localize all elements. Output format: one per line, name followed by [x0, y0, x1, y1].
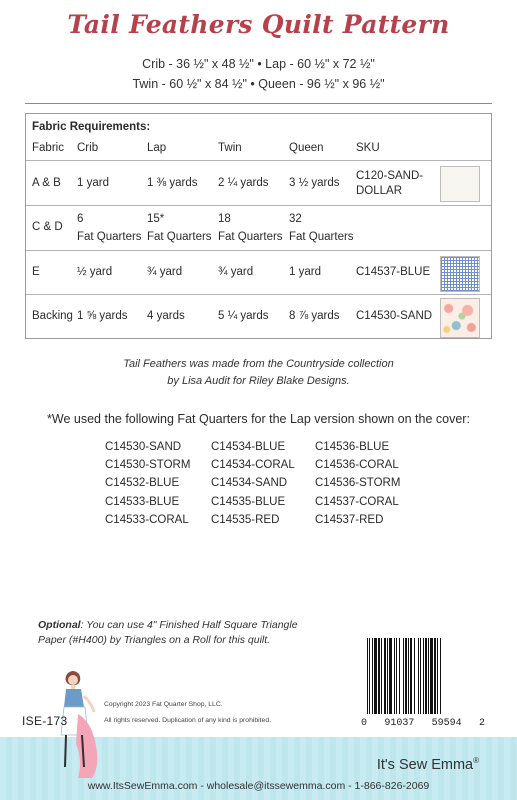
- list-item: C14533-BLUE: [105, 495, 180, 508]
- barcode-digit: 2: [478, 718, 485, 729]
- barcode-digits: [361, 718, 485, 729]
- list-item: C14537-CORAL: [315, 495, 399, 508]
- barcode-digit: 59594: [431, 718, 462, 729]
- barcode-bar: [440, 638, 441, 714]
- pattern-title: Tail Feathers Quilt Pattern: [67, 10, 450, 39]
- sku-cell: C120-SAND-: [356, 170, 424, 182]
- barcode-bar: [414, 638, 415, 714]
- list-item: C14532-BLUE: [105, 477, 180, 490]
- copyright-line-1: Copyright 2023 Fat Quarter Shop, LLC.: [104, 701, 223, 708]
- table-row: [26, 160, 491, 206]
- queen-cell: 8 ⅞ yards: [289, 310, 340, 322]
- optional-note: [38, 618, 308, 647]
- column-header: Queen: [289, 142, 324, 154]
- list-item: C14536-BLUE: [315, 441, 390, 453]
- barcode-bar: [410, 638, 412, 714]
- fabric-cell: C & D: [32, 221, 63, 233]
- barcode-bar: [372, 638, 373, 714]
- sizes-line-2: Twin - 60 ½" x 84 ½" • Queen - 96 ½" x 96 ½": [132, 77, 385, 91]
- barcode-bar: [387, 638, 388, 714]
- list-item: C14536-CORAL: [315, 459, 399, 472]
- twin-cell: ¾ yard: [218, 266, 254, 278]
- column-header: Lap: [147, 142, 167, 154]
- fat-quarter-list-column: [211, 438, 295, 529]
- barcode-bar: [437, 638, 438, 714]
- fat-quarter-list-column: [105, 438, 190, 529]
- divider-rule: [25, 103, 492, 104]
- column-header: Twin: [218, 142, 242, 154]
- barcode-icon: [365, 638, 481, 720]
- sku-cell: C14530-SAND: [356, 310, 433, 322]
- barcode-bar: [374, 638, 377, 714]
- twin-cell-cont: Fat Quarters: [218, 231, 283, 243]
- pattern-number: ISE-173: [22, 714, 68, 728]
- lap-cell: 15*: [147, 213, 165, 225]
- list-item: C14530-STORM: [105, 459, 191, 472]
- queen-cell-cont: Fat Quarters: [289, 231, 354, 243]
- barcode-bar: [384, 638, 386, 714]
- barcode-bar: [434, 638, 436, 714]
- optional-label: Optional: [38, 619, 81, 631]
- barcode-bar: [367, 638, 368, 714]
- barcode-bar: [405, 638, 407, 714]
- barcode-bar: [403, 638, 404, 714]
- twin-cell: 5 ¼ yards: [218, 310, 269, 322]
- twin-cell: 18: [218, 213, 231, 225]
- list-item: C14536-STORM: [315, 477, 401, 490]
- table-row: [26, 294, 491, 339]
- barcode-bar: [420, 638, 421, 714]
- barcode-digit: 91037: [384, 718, 415, 729]
- brand-text: It's Sew Emma: [376, 756, 474, 773]
- lap-cell: ¾ yard: [147, 266, 183, 278]
- fat-quarter-list-column: [315, 438, 400, 529]
- barcode-bar: [378, 638, 380, 714]
- queen-cell: 3 ½ yards: [289, 177, 340, 189]
- barcode-bar: [423, 638, 424, 714]
- list-item: C14535-BLUE: [211, 495, 286, 508]
- optional-text: : You can use 4" Finished Half Square Triangle Paper (#H400) by Triangles on a Roll for this quilt.: [38, 619, 298, 646]
- crib-cell-cont: Fat Quarters: [77, 231, 142, 243]
- list-item: C14534-SAND: [211, 477, 288, 490]
- queen-cell: 32: [289, 213, 302, 225]
- fabric-cell: A & B: [32, 177, 61, 189]
- lap-cell: 4 yards: [147, 310, 185, 322]
- barcode-bar: [389, 638, 392, 714]
- column-header: SKU: [356, 142, 380, 154]
- contact-info: www.ItsSewEmma.com - wholesale@itssewemma.com - 1-866-826-2069: [87, 780, 430, 792]
- copyright-line-2: All rights reserved. Duplication of any kind is prohibited.: [104, 717, 271, 724]
- list-item: C14530-SAND: [105, 441, 182, 453]
- barcode-bar: [369, 638, 370, 714]
- barcode: [361, 638, 485, 729]
- fabric-swatch-icon: [440, 166, 480, 202]
- fabric-swatch-icon: [440, 256, 480, 292]
- table-row: [26, 250, 491, 295]
- barcode-bar: [396, 638, 397, 714]
- barcode-bar: [381, 638, 382, 714]
- fabric-cell: E: [32, 266, 40, 278]
- fabric-cell: Backing: [32, 310, 73, 322]
- barcode-bar: [428, 638, 429, 714]
- crib-cell: 1 ⅝ yards: [77, 310, 128, 322]
- collection-caption-line-1: Tail Feathers was made from the Countryside collection: [123, 358, 394, 370]
- list-item: C14534-CORAL: [211, 459, 295, 472]
- column-header: Fabric: [32, 142, 64, 154]
- barcode-bar: [399, 638, 400, 714]
- table-row: [26, 205, 491, 251]
- barcode-bar: [430, 638, 433, 714]
- barcode-bar: [408, 638, 409, 714]
- table-title: Fabric Requirements:: [32, 121, 151, 133]
- list-item: C14537-RED: [315, 513, 384, 526]
- crib-cell: 1 yard: [77, 177, 109, 189]
- copyright: [104, 697, 271, 729]
- fabric-requirements-table: [25, 113, 492, 339]
- list-item: C14533-CORAL: [105, 513, 189, 526]
- fabric-swatch-icon: [440, 298, 480, 338]
- crib-cell: 6: [77, 213, 84, 225]
- barcode-bar: [425, 638, 427, 714]
- twin-cell: 2 ¼ yards: [218, 177, 269, 189]
- lap-cell-cont: Fat Quarters: [147, 231, 212, 243]
- queen-cell: 1 yard: [289, 266, 321, 278]
- barcode-bar: [394, 638, 395, 714]
- collection-caption-line-2: by Lisa Audit for Riley Blake Designs.: [167, 375, 350, 387]
- crib-cell: ½ yard: [77, 266, 113, 278]
- barcode-bar: [418, 638, 419, 714]
- registered-mark: ®: [473, 756, 479, 765]
- barcode-digit: 0: [361, 718, 368, 729]
- lap-cell: 1 ⅜ yards: [147, 177, 198, 189]
- sku-cell-cont: DOLLAR: [356, 185, 403, 197]
- list-item: C14535-RED: [211, 513, 280, 526]
- fat-quarters-note: *We used the following Fat Quarters for the Lap version shown on the cover:: [47, 412, 470, 426]
- column-header: Crib: [77, 142, 99, 154]
- brand-name: [377, 756, 479, 773]
- sizes-line-1: Crib - 36 ½" x 48 ½" • Lap - 60 ½" x 72 ½": [142, 57, 375, 71]
- list-item: C14534-BLUE: [211, 441, 286, 453]
- sku-cell: C14537-BLUE: [356, 266, 431, 278]
